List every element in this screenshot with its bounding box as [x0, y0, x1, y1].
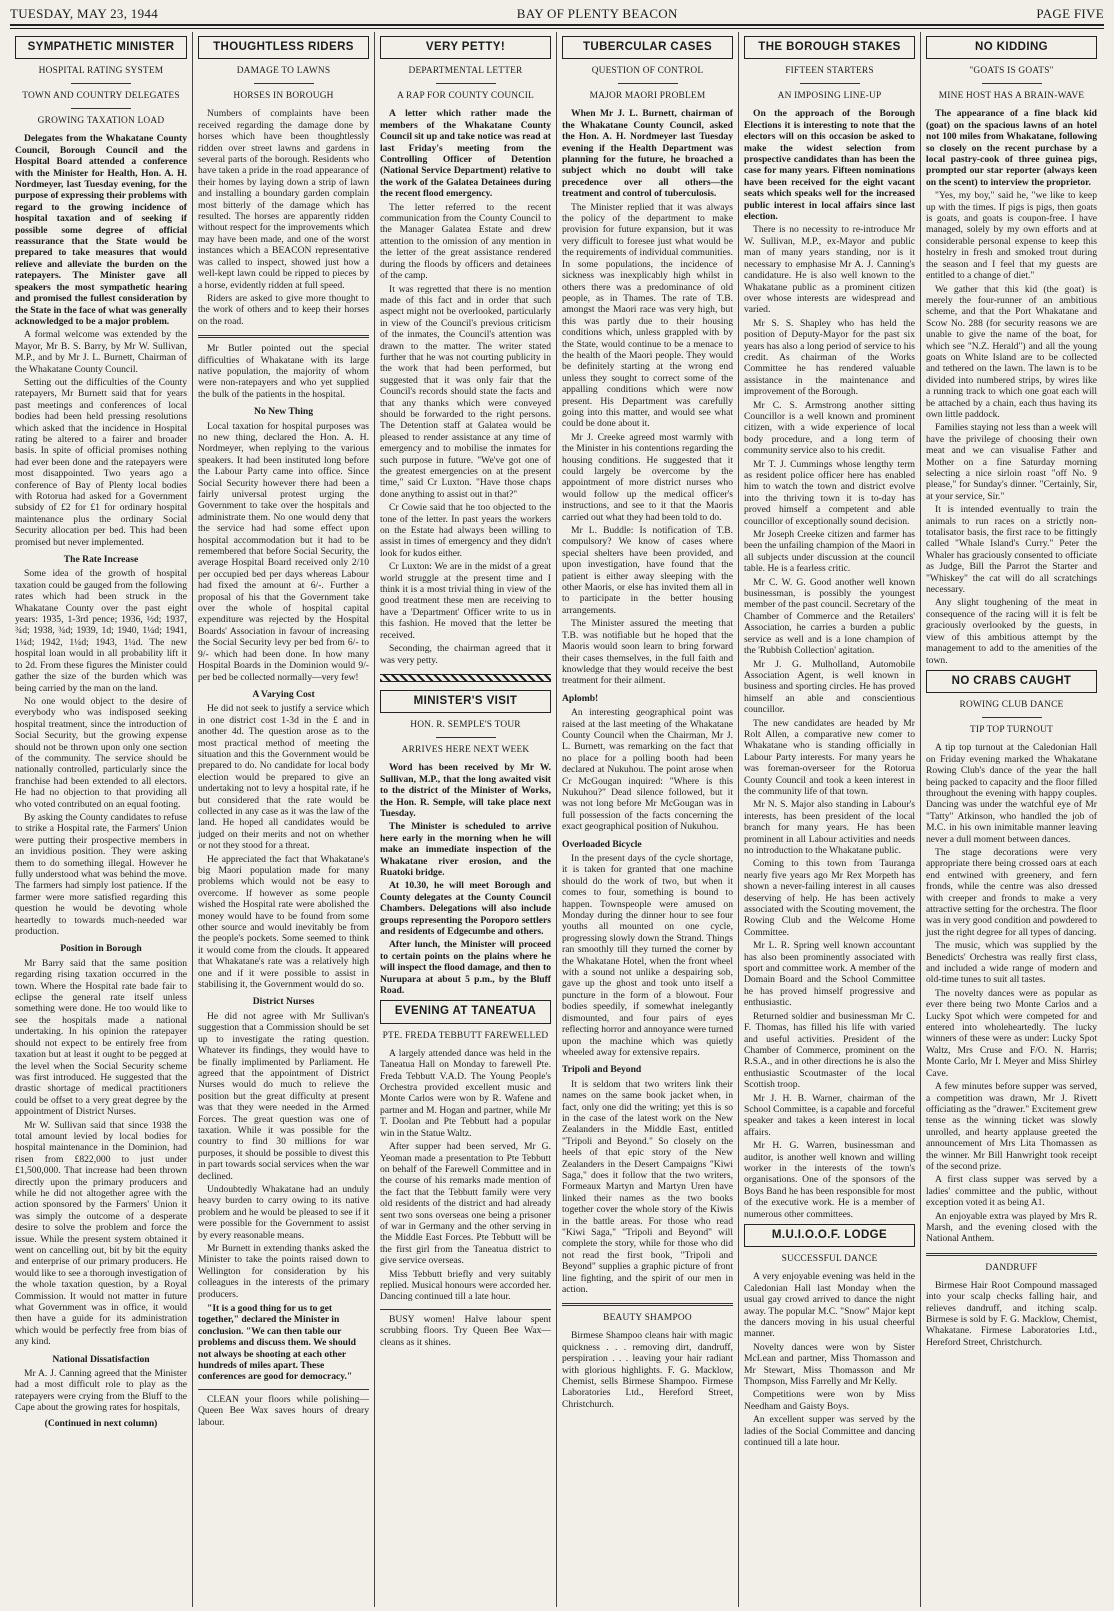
paragraph: Mr Butler pointed out the special difficulties of Whakatane with its large native population, the majority of whom were non-ratepayers and who yet supplied the bulk of the patients in the hospital.: [198, 343, 369, 400]
deck: HOSPITAL RATING SYSTEM: [38, 66, 164, 77]
paragraph: Novelty dances were won by Sister McLean and partner, Miss Thomasson and Mr Stewart, Miss Thomasson and Mr Thompson, Miss Farrelly and Mr Kelly.: [744, 1341, 915, 1388]
deck: MAJOR MAORI PROBLEM: [589, 91, 706, 102]
paragraph: Mr H. G. Warren, businessman and auditor, is another well known and willing worker in the interests of the town's organisations. One of the sponsors of the Boys Band he has been responsible for most of the executive work. He is a member of numerous other committees.: [744, 1140, 915, 1220]
paragraph: Mr L. R. Spring well known accountant has also been prominently associated with sport and committee work. A member of the Domain Board and the School Committee he has proved himself progressive and enthusiastic.: [744, 940, 915, 1009]
paragraph: A first class supper was served by a ladies' committee and the public, without exception voted it as being A1.: [926, 1174, 1097, 1209]
paragraph: The Minister replied that it was always the policy of the department to make provision for future expansion, but it was very difficult to foresee just what would be the requirements of individual communities. In some populations, the incidence of sickness was inexplicably high whilst in others there was a predominance of old people, as in Thames. The rate of T.B. amongst the Maori race was very high, but this was partly due to their housing conditions which, unless grappled with by the State, would continue to be a menace to the health of the Maori people. They would be definitely starting at the wrong end unless they sought to correct some of the appalling conditions which were now present. His Department was carefully going into this matter, and would see what could be done about it.: [562, 201, 733, 430]
headline-box: [380, 36, 551, 59]
paragraph: It is intended eventually to train the animals to run races on a strictly non-totalisator basis, the first race to be fittingly called "Whale Island's Curry." Peter the Whaler has graciously consented to officiate as Judge, Bill the Parrot the Starter and "Whiskey" the cat will do all scratchings necessary.: [926, 504, 1097, 596]
paragraph: Riders are asked to give more thought to the work of others and to keep their horses on the road.: [198, 292, 369, 327]
deck: ARRIVES HERE NEXT WEEK: [401, 745, 530, 756]
headline: NO KIDDING: [975, 41, 1048, 53]
masthead-rule: [10, 24, 1104, 29]
deck: FIFTEEN STARTERS: [785, 66, 874, 77]
paragraph: Mr W. Sullivan said that since 1938 the total amount levied by local bodies for hospital maintenance in the Dominion, had risen from £822,000 to just under £1,500,000. That increase had been thrown directly upon the primary producers and while he did not altogether agree with the action sponsored by the Farmers' Union it was simply the outcome of a desperate desire to solve the problem and force the issue. While the present system obtained it went on cancelling out, bit by bit the equity and enterprise of our primary producers. He would like to see a thorough investigation of the whole taxation question, by a Royal Commission. It would not matter in future what Government was in office, it would then have a guide for its administration which would be perfectly free from bias of any kind.: [15, 1119, 187, 1348]
subheading: No New Thing: [254, 406, 313, 418]
deck: PTE. FREDA TEBBUTT FAREWELLED: [382, 1030, 549, 1041]
paragraph: Undoubtedly Whakatane had an unduly heavy burden to carry owing to its native problem and he would be pleased to see if it were possible for the Government to assist by every reasonable means.: [198, 1183, 369, 1241]
lead-paragraph: The appearance of a fine black kid (goat) on the spacious lawns of an hotel not 100 miles from Whakatane, following so closely on the recent purchase by a local pastry-cook of three guinea pigs, prompted our star reporter (always keen on the scent) to interview the proprietor.: [926, 108, 1097, 188]
deck: "GOATS IS GOATS": [969, 66, 1054, 77]
advertisement: BUSY women! Halve labour spent scrubbing floors. Try Queen Bee Wax—cleans as it shines.: [380, 1309, 551, 1348]
paragraph: He did not agree with Mr Sullivan's suggestion that a Commission should be set up to investigate the rating question. Whatever its findings, they would have to be finally implimented by Parliament. He agreed that the appointment of District Nurses would do much to relieve the position but the great difficulty at present was that they were needed in the Armed Forces. The great question was one of taxation. While it was possible for the country to find 30 millions for war purposes, it should be possible to divest this in part towards social services when the war declined.: [198, 1010, 369, 1182]
divider: [436, 83, 496, 84]
lead-paragraph: The Minister is scheduled to arrive here early in the morning when he will make an immediate inspection of the Whakatane river erosion, and the Ruatoki bridge.: [380, 821, 551, 878]
masthead: [10, 6, 1104, 22]
divider: [982, 83, 1042, 84]
issue-date: TUESDAY, MAY 23, 1944: [10, 6, 159, 21]
headline-box: [744, 36, 915, 59]
paragraph: A largely attended dance was held in the Taneatua Hall on Monday to farewell Pte. Freda Tebbutt V.A.D. The Young People's Orchestra provided excellent music and Monte Carlos were won by R. Wafene and partner and M. Hogan and partner, while Mr T. Doolan and Pte Tebbutt had a popular win in the Statue Waltz.: [380, 1047, 551, 1139]
lead-paragraph: Word has been received by Mr W. Sullivan, M.P., that the long awaited visit to the district of the Minister of Works, the Hon. R. Semple, will take place next Tuesday.: [380, 762, 551, 819]
column-6: [920, 32, 1102, 1607]
lead-paragraph: When Mr J. L. Burnett, chairman of the Whakatane County Council, asked the Hon. A. H. Nordmeyer last Tuesday evening if the Health Department was planning for the future, he broached a subject which no doubt will take precedence over all others—the treatment and control of tuberculosis.: [562, 108, 733, 200]
divider: [618, 83, 678, 84]
divider: [254, 83, 314, 84]
paragraph: Mr Burnett in extending thanks asked the Minister to take the points raised down to Wellington for consideration by his colleagues in the interests of the primary producers.: [198, 1243, 369, 1300]
divider: [436, 737, 496, 738]
paragraph: We gather that this kid (the goat) is merely the four-runner of an ambitious scheme, and that the Port Whakatane and Scow No. 288 (for security reasons we are unable to give the name of the boat, for which see "N.Z. Herald") and all the young goats on White Island are to be collected and tethered on the lawn. The lawn is to be divided into numbered strips, by wires like a running track to which one goat each will be attached by a chain, each thus having its own little paddock.: [926, 283, 1097, 420]
deck: HORSES IN BOROUGH: [233, 91, 334, 102]
paragraph: Mr J. G. Mulholland, Automobile Association Agent, is well known in business and sporting circles. He has proved himself an able and conscientious councillor.: [744, 658, 915, 716]
paragraph: Returned soldier and businessman Mr C. F. Thomas, has filled his life with varied and useful activities. President of the Chamber of Commerce, prominent on the R.S.A., and in other directions he is also the enthusiastic Scoutmaster of the local Scottish troop.: [744, 1010, 915, 1091]
paragraph: Mr C. S. Armstrong another sitting Councillor is a well known and prominent citizen, with a wide experience of local body procedure, and a long term of community service also to his credit.: [744, 399, 915, 457]
page-number: PAGE FIVE: [1036, 6, 1104, 21]
deck: AN IMPOSING LINE-UP: [777, 91, 882, 102]
deck: QUESTION OF CONTROL: [591, 66, 704, 77]
paragraph: After supper had been served, Mr G. Yeoman made a presentation to Pte Tebbutt on behalf of the Farewell Committee and in the course of his remarks made mention of the fact that the Tebbutt family were very old residents of the district and had already sent two sons overseas one being a prisoner of war in Germany and the other serving in the Middle East Forces. Pte Tebbutt will be the first girl from the Taneatua district to give service overseas.: [380, 1141, 551, 1267]
paragraph: Seconding, the chairman agreed that it was very petty.: [380, 643, 551, 666]
column-2: [192, 32, 374, 1607]
paragraph: Local taxation for hospital purposes was no new thing, declared the Hon. A. H. Nordmeyer, when replying to the various speakers. It had been instituted long before the Labour Party came into office. Since Social Security however there had been a fairly universal protest urging the Government to take over the hospitals and administrate them. No one would deny that the service had had some effect upon hospital accommodation but it had to be remembered that before Social Security, the average Hospital Board received only 2/10 per occupied bed per days whereas Labour had fixed the amount at 6/-. Further a proposal of his that the Government take over the whole of hospital capital expenditure was rejected by the Hospital Boards' Association in favour of increasing the Social Security levy per bed from 6/- to 9/- which had been done. In how many Hospital Boards in the Dominion would 9/- per bed be collected normally—very few!: [198, 420, 369, 683]
headline: M.U.I.O.O.F. LODGE: [771, 1229, 888, 1241]
advertisement: Birmese Hair Root Compound massaged into your scalp checks falling hair, and relieves dandruff, and itching scalp. Birmese is sold by F. G. Macklow, Chemist, Whakatane. Firmese Laboratories Ltd., Hereford Street, Christchurch.: [926, 1279, 1097, 1348]
subheading: Aplomb!: [562, 692, 599, 704]
paragraph: An enjoyable extra was played by Mrs R. Marsh, and the evening closed with the National Anthem.: [926, 1210, 1097, 1245]
continued-note: (Continued in next column): [44, 1417, 158, 1429]
advertisement: Birmese Shampoo cleans hair with magic quickness . . . removing dirt, dandruff, perspiration . . . leaving your hair radiant with glorious highlights. F. G. Macklow, Chemist, sells Birmese Shampoo. Firmese Laboratories Ltd., Hereford Street, Christchurch.: [562, 1330, 733, 1410]
subheading: Overloaded Bicycle: [562, 838, 642, 850]
article-separator: [926, 1253, 1097, 1256]
deck: TIP TOP TURNOUT: [969, 725, 1054, 736]
ad-headline: DANDRUFF: [985, 1262, 1038, 1273]
paragraph: An excellent supper was served by the ladies of the Social Committee and dancing continued till a late hour.: [744, 1414, 915, 1449]
paragraph: It is seldom that two writers link their names on the same book jacket when, in fact, only one did the writing; yet this is so in the case of the latest work on the New Zealanders in the Middle East, entitled "Tripoli and Beyond." So closely on the heels of that epic story of the New Zealanders in the Desert Campaigns "Kiwi Saga," does it follow that the two writers, Formeaux Martyn and Martyn Uren have linked their names as the two books together cover the whole story of the Kiwis in the battle areas. For those who read "Kiwi Saga," "Tripoli and Beyond" will complete the story, while for those who did not read the first book, "Tripoli and Beyond" supplies a graphic picture of front line fighting, and the spirit of our men in action.: [562, 1078, 733, 1296]
deck: DEPARTMENTAL LETTER: [408, 66, 523, 77]
quote-paragraph: "It is a good thing for us to get together," declared the Minister in conclusion. "We can then table our problems and discuss them. We should not always be shooting at each other hundreds of miles apart. These conferences are good for democracy.": [198, 1303, 356, 1383]
column-3: [374, 32, 556, 1607]
article-separator: [198, 335, 369, 338]
paragraph: Mr Barry said that the same position regarding rising taxation occurred in the town. Where the Hospital rate bade fair to eclipse the general rate itself unless something were done. He too would like to see the hospitals made a national undertaking. In his opinion the ratepayer should not expect to be entirely free from taxation but at least it ought to be pegged at the level when the Social Security scheme was first introduced. He suggested that the drastic shortage of medical practitioners could be offset to a very great degree by the appointment of District Nurses.: [15, 957, 187, 1118]
deck: TOWN AND COUNTRY DELEGATES: [22, 91, 180, 102]
headline-box: [562, 36, 733, 59]
paragraph: The stage decorations were very appropriate there being crossed oars at each end entwined with greenery, and fern fronds, while the centre was also dressed with creeper and fronds to make a very attractive setting for the orchestra. The floor was in very good condition and powdered to just the right degree for all types of dancing.: [926, 846, 1097, 938]
divider: [982, 717, 1042, 718]
columns: [10, 32, 1104, 1607]
paragraph: A tip top turnout at the Caledonian Hall on Friday evening marked the Whakatane Rowing Club's dance of the year the hall being packed to capacity and the floor filled throughout the evening with happy couples. Dancing was under the watchful eye of Mr "Tatty" Atkinson, who handled the job of M.C. in his own inimitable manner leaving never a dull moment between dances.: [926, 742, 1097, 845]
paragraph: Coming to this town from Tauranga nearly five years ago Mr Rex Morpeth has shown a never-failing interest in all causes deserving of help. He has been actively associated with the Scouting movement, the Rowing Club and the Welcome Home Committee.: [744, 858, 915, 938]
subheading: Tripoli and Beyond: [562, 1064, 642, 1076]
paragraph: In the present days of the cycle shortage, it is taken for granted that one machine should do the work of two, but when it comes to four, something is bound to happen. Townspeople were amused on Monday during the dinner hour to see four youths all mounted on one cycle, progressing slowly down the Strand. Things ran smoothly till they turned the corner by the Whakatane Hotel, when the front wheel with a sound not unlike a despairing sob, gave up the ghost and took unto itself a puncture in the form of a blowout. Four bodies speedily, if somewhat inelegantly dismounted, and four pairs of eyes reflecting horror and annoyance were turned upon the machine which was quietly wheeled away for extensive repairs.: [562, 853, 733, 1058]
paragraph: Some idea of the growth of hospital taxation could be gauged from the following rates which had been struck in the Whakatane County over the past eight years: 1935, 1-3rd pence; 1936, ½d; 1937, ¾d; 1938, ¾d; 1939, 1d; 1940, 1¼d; 1941, 1¼d; 1942, 1¼d; 1943, 1¼d. The new hospital loan would in all probability lift it to 2d. From these figures the Minister could gather the size of the burden which was being carried by the man on the land.: [15, 568, 187, 694]
column-1: [10, 32, 192, 1607]
paragraph: Mr Joseph Creeke citizen and farmer has been the unfailing champion of the Maori in all subjects under discussion at the council table. He is a fearless critic.: [744, 529, 915, 575]
headline: NO CRABS CAUGHT: [951, 674, 1072, 687]
paragraph: It was regretted that there is no mention made of this fact and in order that such aspect might not be overlooked, particularly in view of the Council's previous criticism of the inmates, the Council's attention was drawn to the matter. The writer stated further that he was not courting publicity in the work that had been performed, but suggested that it was only fair that the Council's records should state the facts and that any thanks which were conveyed should be forwarded to the right persons. The Detention staff at Galatea would be pleased to render assistance at any time of emergency and to mobilise the inmates for such purpose in future. "We've got one of the greatest emergencies on at the present time," said Cr Luxton. "Have those chaps done anything to assist out in that?": [380, 283, 551, 500]
divider: [71, 83, 131, 84]
lead-paragraph: Delegates from the Whakatane County Council, Borough Council and the Hospital Board attended a conference with the Minister for Health, Hon. A. H. Nordmeyer, last Tuesday evening, for the purpose of expressing their problems with regard to the growing incidence of hospital taxation and of seeking if possible some degree of official reassurance that the State would be prepared to take measures that would relieve and alleviate the burden on the ratepayers. The Minister gave all speakers the most sympathetic hearing and promised the fullest consideration by the State in the face of what was generally acknowledged to be a major problem.: [15, 133, 187, 327]
paragraph: Families staying not less than a week will have the privilege of choosing their own meat and we can visualise Father and Mother on a fine Saturday morning selecting a nice sirloin roast "off No. 9 please," for Sunday's dinner. "Certainly, Sir, at your service, Sir.": [926, 422, 1097, 502]
paragraph: Numbers of complaints have been received regarding the damage done by horses which have been thoughtlessly ridden over street lawns and gardens in several parts of the borough. Residents who have taken a pride in the road appearance of their homes by laying down a strip of lawn and installing a boundary garden complain most bitterly of the damage which has resulted. The horses are apparently ridden without respect for the improvements which may have been made, and one of the worst instances which a BEACON representative was called to inspect, showed just how a well-kept lawn could be ripped to pieces by a horse, evidently ridden at full speed.: [198, 108, 369, 291]
paragraph: Miss Tebbutt briefly and very suitably replied. Musical honours were accorded her. Dancing continued till a late hour.: [380, 1268, 551, 1303]
paragraph: The new candidates are headed by Mr Rolt Allen, a comparative new comer to Whakatane who is standing officially in Labour Party interests. For many years he was foreman-overseer for the Rotorua County Council and took a keen interest in the community life of that town.: [744, 717, 915, 797]
headline: MINISTER'S VISIT: [413, 694, 518, 707]
paragraph: Any slight toughening of the meat in consequence of the racing will it is felt be graciously overlooked by the guests, in view of this ambitious attempt by the management to add to the amenities of the town.: [926, 597, 1097, 666]
paragraph: The Minister assured the meeting that T.B. was notifiable but he hoped that the Maoris would soon learn to bring forward their cases themselves, in the full faith and knowledge that they would receive the best treatment for their ailment.: [562, 618, 733, 687]
advertisement: CLEAN your floors while polishing—Queen Bee Wax saves hours of dreary labour.: [198, 1389, 369, 1428]
headline: TUBERCULAR CASES: [582, 41, 713, 53]
ornament-rule: [380, 674, 551, 682]
paragraph: Mr A. J. Canning agreed that the Minister had a most difficult role to play as the ratepayers were crying from the Bluff to the Cape about the growing rates for hospitals,: [15, 1368, 187, 1414]
deck: HON. R. SEMPLE'S TOUR: [410, 720, 521, 731]
headline: SYMPATHETIC MINISTER: [27, 41, 175, 53]
paragraph: The music, which was supplied by the Benedicts' Orchestra was really first class, and included a wide range of modern and old-time tunes to suit all tastes.: [926, 940, 1097, 986]
paragraph: Setting out the difficulties of the County ratepayers, Mr Burnett said that for years past meetings and conferences of local bodies had been held pressing resolutions which asked that the incidence in Hospital rating be altered to a fairer and broader basis. In spite of official promises nothing had ever been done and the ratepayers were most disappointed. Two years ago a conference of Bay of Plenty local bodies with Rotorua had asked for a Government subsidy of £2 for £1 for ordinary hospital maintenance plus the ordinary Social Security allocation per bed. This had been promised but never implemented.: [15, 376, 187, 548]
paragraph: By asking the County candidates to refuse to strike a Hospital rate, the Farmers' Union were putting their prospective members in an invidious position. They were asking them to do something illegal. However he fully understood what was behind the move. The farmers had simply lost patience. If the farmer were more satisfied regarding this question he would be devoting whole heartedly to towards much-needed war production.: [15, 811, 187, 938]
lead-paragraph: On the approach of the Borough Elections it is interesting to note that the electors will on this occasion be asked to make the widest selection from prospective candidates than has been the case for many years. Fifteen nominations have been received for the eight vacant seats which speaks well for the increased public interest in local affairs since last election.: [744, 108, 915, 223]
headline-box: [15, 36, 187, 59]
paragraph: Mr N. S. Major also standing in Labour's interests, has been president of the local branch for many years. He has been prominent in all Labour activities and needs no introduction to the Whakatane public.: [744, 799, 915, 856]
lead-paragraph: After lunch, the Minister will proceed to certain points on the plains where he will inspect the flood damage, and then to Nurupara at about 5 p.m., by the Bluff Road.: [380, 939, 551, 997]
deck: DAMAGE TO LAWNS: [236, 66, 331, 77]
lead-paragraph: A letter which rather made the members of the Whakatane County Council sit up and take notice was read at last Friday's meeting from the Controlling Officer of Detention (National Service Department) relative to the work of the Galatea Detainees during the recent flood emergency.: [380, 108, 551, 200]
paragraph: Mr S. S. Shapley who has held the position of Deputy-Mayor for the past six years has also a long period of service to his credit. As chairman of the Works Committee he has rendered valuable assistance in the maintenance and improvement of the Borough.: [744, 317, 915, 398]
subheading: A Varying Cost: [252, 688, 315, 700]
headline: VERY PETTY!: [425, 41, 506, 53]
headline-box: [380, 690, 551, 713]
lead-paragraph: At 10.30, he will meet Borough and County delegates at the County Council Chambers. Delegations will also include groups representing the Poroporo settlers and residents of Edgecumbe and others.: [380, 880, 551, 937]
paragraph: Mr T. J. Cummings whose lengthy term as resident police officer here has enabled him to watch the town and district evolve into the thriving town it is to-day has proved himself a competent and able councillor of exceptionally sound decision.: [744, 458, 915, 527]
paragraph: A very enjoyable evening was held in the Caledonian Hall last Monday when the usual gay crowd arrived to dance the night away. The popular M.C. "Snow" Major kept the dancers moving in his usual cheerful manner.: [744, 1271, 915, 1340]
paragraph: No one would object to the desire of everybody who was indisposed seeking hospital treatment, since the introduction of Social Security, but the growing expense should not be thrown upon only one section of the community. The service should be nationally controlled, particularly since the franchise had been extended to all electors. He had no objection to that providing all who voted contributed on an equal footing.: [15, 695, 187, 810]
subheading: District Nurses: [252, 996, 315, 1008]
paragraph: Mr C. W. G. Good another well known businessman, is possibly the youngest member of the past council. Secretary of the Chamber of Commerce and the Retailers' Association, he carries a burden a public service as well and is a lone champion of the 'Rubbish Collection' agitation.: [744, 576, 915, 657]
paragraph: He appreciated the fact that Whakatane's big Maori population made for many problems which would not be easy to overcome. If however as some people wished the Hospital rate were abolished the money would have to be found from some other source and would inevitably be from the people's pockets. Some seemed to think it would come from the clouds. It appeared that Whakatane's rate was a relatively high one and if it were possible to assist in stabilising it, the Government would do so.: [198, 853, 369, 991]
paragraph: "Yes, my boy," said he, "we like to keep up with the times. If pigs is pigs, then goats is goats, and goats is coupon-free. I have managed, solely by my own efforts and at considerable personal expense to keep this hostelry in fresh and smoked trout during the season and I feel that my guests are entitled to a change of diet.": [926, 190, 1097, 282]
divider: [800, 83, 860, 84]
deck: A RAP FOR COUNTY COUNCIL: [397, 91, 534, 102]
paragraph: An interesting geographical point was raised at the last meeting of the Whakatane County Council when the Chairman, Mr J. L. Burnett, was remarking on the fact that no place for a polling booth had been declared at Nukuhou. The point arose when Cr McGougan inquired: "Where is this Nukuhou?" Dead silence followed, but it was not long before Mr McGougan was in full possession of the facts concerning the exact geographical position of Nukuhou.: [562, 707, 733, 833]
headline-box: [380, 1000, 551, 1023]
paragraph: He did not seek to justify a service which in one district cost 1-3d in the £ and in another 4d. The question arose as to the most practical method of meeting the situation and this the Government would be prepared to do. No candidate for local body election would be prepared to give an undertaking not to levy a hospital rate, if he but considered that the rate would be collected in any case as it was the law of the land. He hoped all candidates would be judged on their merits and not on whether or not they stood for a threat.: [198, 703, 369, 852]
headline: THE BOROUGH STAKES: [758, 41, 901, 53]
paragraph: Cr Cowie said that he too objected to the tone of the letter. In past years the workers on the Estate had always been willing to assist in times of emergency and they didn't look for kudos either.: [380, 502, 551, 559]
deck: GROWING TAXATION LOAD: [37, 116, 165, 127]
headline-box: [926, 36, 1097, 59]
paragraph: Mr J. H. B. Warner, chairman of the School Committee, is a capable and forceful speaker and takes a keen interest in local affairs.: [744, 1092, 915, 1138]
subheading: National Dissatisfaction: [52, 1353, 150, 1365]
paper-title: BAY OF PLENTY BEACON: [516, 6, 678, 21]
headline: THOUGHTLESS RIDERS: [213, 41, 354, 53]
paragraph: The novelty dances were as popular as ever there being two Monte Carlos and a Lucky Spot which were competed for and entered into wholeheartedly. The lucky winners of these were as under: Lucky Spot Waltz, Mrs Cruse and F/O. N. Harris; Monte Carlo, Mr I. Meyer and Miss Shirley Cave.: [926, 987, 1097, 1079]
paragraph: There is no necessity to re-introduce Mr W. Sullivan, M.P., ex-Mayor and public man of many years standing, nor is it necessary to emphasise Mr A. J. Canning's candidature. He is also well known to the Whakatane public as a prominent citizen over whose interests are widespread and varied.: [744, 224, 915, 316]
deck: MINE HOST HAS A BRAIN-WAVE: [938, 91, 1085, 102]
paragraph: Mr L. Buddle: Is notification of T.B. compulsory? We know of cases where special shelters have been provided, and upon investigation, have found that the patient is either away sleeping with the other Maoris, or else has invited them all in to participate in the better housing arrangements.: [562, 525, 733, 616]
subheading: Position in Borough: [60, 943, 142, 955]
ad-headline: BEAUTY SHAMPOO: [603, 1313, 692, 1324]
headline: EVENING AT TANEATUA: [394, 1005, 537, 1018]
column-4: [556, 32, 738, 1607]
headline-box: [926, 670, 1097, 693]
paragraph: Competitions were won by Miss Needham and Gaisty Boys.: [744, 1389, 915, 1412]
paragraph: Cr Luxton: We are in the midst of a great world struggle at the present time and I think it is a most trivial thing in view of the good treatment these men are receiving to have a 'Department' Officer write to us in this fashion. He moved that the letter be received.: [380, 561, 551, 641]
column-5: [738, 32, 920, 1607]
headline-box: [198, 36, 369, 59]
deck: SUCCESSFUL DANCE: [781, 1254, 878, 1265]
headline-box: [744, 1224, 915, 1247]
subheading: The Rate Increase: [63, 554, 139, 566]
article-separator: [562, 1303, 733, 1306]
deck: ROWING CLUB DANCE: [959, 700, 1064, 711]
divider: [71, 108, 131, 109]
paragraph: Mr J. Creeke agreed most warmly with the Minister in his contentions regarding the housing conditions. He suggested that it could largely be overcome by the appointment of more district nurses who would follow up the medical officer's instructions, and see to it that the Maoris carried out what they had been told to do.: [562, 431, 733, 523]
paragraph: A formal welcome was extended by the Mayor, Mr B. S. Barry, by Mr W. Sullivan, M.P., and by Mr J. L. Burnett, Chairman of the Whakatane County Council.: [15, 329, 187, 375]
paragraph: The letter referred to the recent communication from the County Council to the Manager Galatea Estate and drew attention to the omission of any mention in the letter of the great assistance rendered during the floods by officers and detainees of the camp.: [380, 201, 551, 282]
paragraph: A few minutes before supper was served, a competition was drawn, Mr J. Rivett officiating as the "drawer." Excitement grew tense as the winning ticket was slowly unrolled, and hearty applause greeted the announcement of Mrs Lita Thomassen as the winner. Mr Bill Hanwright took receipt of the second prize.: [926, 1081, 1097, 1172]
